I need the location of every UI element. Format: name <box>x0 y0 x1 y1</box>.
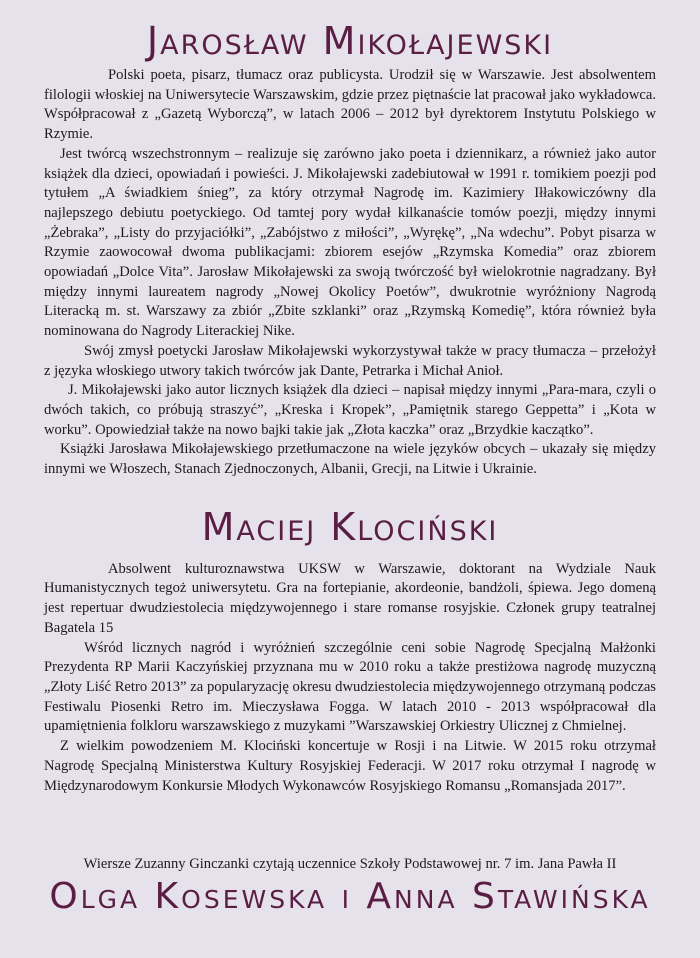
bio-paragraph: Z wielkim powodzeniem M. Klociński koncertuje w Rosji i na Litwie. W 2015 roku otrzymał Nagrodę Specjalną Ministerstwa Kultury Rosyjskiej Federacji. W 2017 roku otrzymał I nagrodę w Międzynarodowym Konkursie Młodych Wykonawców Rosyjskiego Romansu „Romansjada 2017”. <box>44 738 656 794</box>
bio-paragraph: Jest twórcą wszechstronnym – realizuje się zarówno jako poeta i dziennikarz, a również jako autor książek dla dzieci, opowiadań i powieści. J. Mikołajewski zadebiutował w 1991 r. tomikiem poezji pod tytułem „A świadkiem śnieg”, za który otrzymał Nagrodę im. Kazimiery Iłłakowiczówny dla najlepszego debiutu poetyckiego. Od tamtej pory wydał kilkanaście tomów poezji, między innymi „Żebraka”, „Listy do przyjaciółki”, „Zabójstwo z miłości”, „Wyrękę”, „Na wdechu”. Pobyt pisarza w Rzymie zaowocował dwoma publikacjami: zbiorem esejów „Rzymska Komedia” oraz zbiorem opowiadań „Dolce Vita”. Jarosław Mikołajewski za swoją twórczość był wielokrotnie nagradzany. Był między innymi laureatem nagrody „Nowej Okolicy Poetów”, dwukrotnie wyróżniony Nagrodą Literacką m. st. Warszawy za zbiór „Zbite szklanki” oraz „Rzymską Komedię”, która również była nominowana do Nagrody Literackiej Nike. <box>44 145 656 340</box>
bio-paragraph: Absolwent kulturoznawstwa UKSW w Warszawie, doktorant na Wydziale Nauk Humanistycznych tegoż uniwersytetu. Gra na fortepianie, akordeonie, bandżoli, śpiewa. Jego domeną jest repertuar dwudziestolecia międzywojennego i stare romanse rosyjskie. Członek grupy teatralnej Bagatela 15 <box>44 560 656 636</box>
bio-klocinski <box>28 560 672 796</box>
bio-paragraph: Wśród licznych nagród i wyróżnień szczególnie ceni sobie Nagrodę Specjalną Małżonki Prezydenta RP Marii Kaczyńskiej przyznana mu w 2010 roku a także prestiżowa nagrodę muzyczną „Złoty Liść Retro 2013” za popularyzację okresu dwudziestolecia międzywojennego otrzymaną podczas Festiwalu Piosenki Retro im. Mieczysława Fogga. W latach 2010 - 2013 współpracował dla upamiętnienia folkloru warszawskiego z muzykami ”Warszawskiej Orkiestry Ulicznej z Chmielnej. <box>44 639 656 735</box>
bio-paragraph: Polski poeta, pisarz, tłumacz oraz publicysta. Urodził się w Warszawie. Jest absolwentem filologii włoskiej na Uniwersytecie Warszawskim, gdzie przez piętnaście lat pracował jako wykładowca. Współpracował z „Gazetą Wyborczą”, w latach 2006 – 2012 był dyrektorem Instytutu Polskiego w Rzymie. <box>44 67 656 143</box>
readers-names: Olga Kosewska i Anna Stawińska <box>49 876 651 918</box>
bio-paragraph: Swój zmysł poetycki Jarosław Mikołajewski wykorzystywał także w pracy tłumacza – przełożył z języka włoskiego utwory takich twórców jak Dante, Petrarka i Michał Anioł. <box>44 342 656 379</box>
section-heading-mikolajewski: Jarosław Mikołajewski <box>146 19 554 63</box>
bio-paragraph: J. Mikołajewski jako autor licznych książek dla dzieci – napisał między innymi „Para-mara, czyli o dwóch takich, co próbują straszyć”, „Kreska i Kropek”, „Pamiętnik starego Geppetta” i „Kota w worku”. Opowiedział także na nowo bajki takie jak „Złota kaczka” oraz „Brzydkie kaczątko”. <box>44 382 656 438</box>
readers-line: Wiersze Zuzanny Ginczanki czytają uczennice Szkoły Podstawowej nr. 7 im. Jana Pawła II <box>83 856 617 873</box>
bio-mikolajewski <box>28 66 672 480</box>
section-heading-klocinski: Maciej Klociński <box>201 504 499 549</box>
bio-paragraph: Książki Jarosława Mikołajewskiego przetłumaczone na wiele języków obcych – ukazały się między innymi we Włoszech, Stanach Zjednoczonych, Albanii, Grecji, na Litwie i Ukrainie. <box>44 441 656 478</box>
